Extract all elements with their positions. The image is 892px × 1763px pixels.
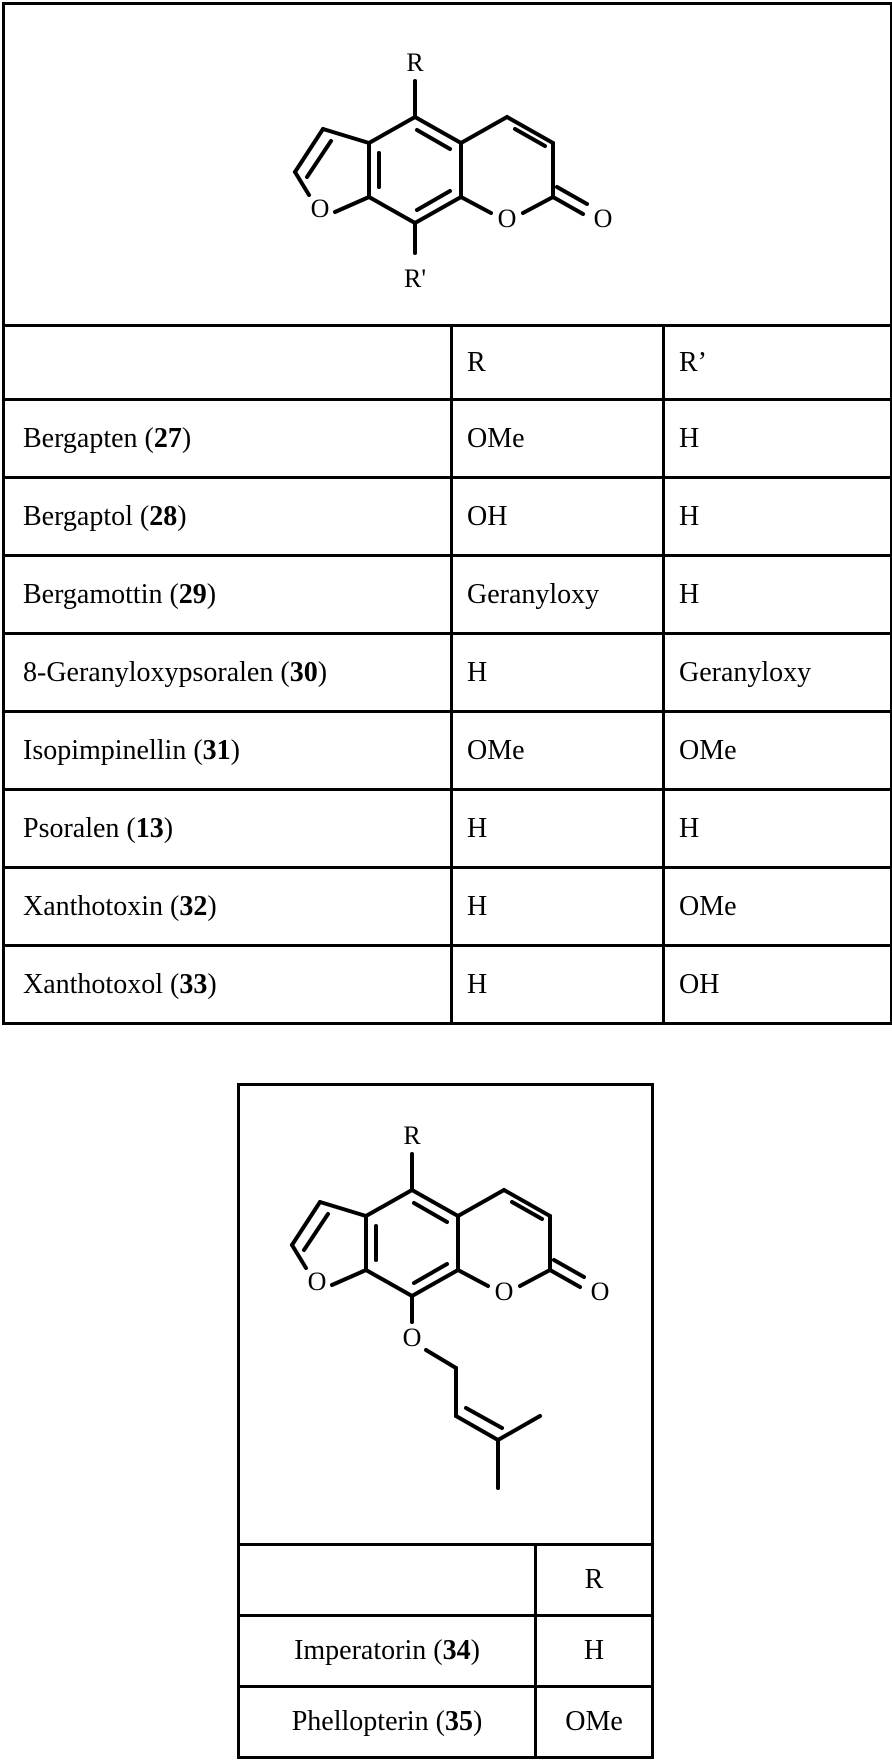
compound-number: 34 xyxy=(442,1635,471,1666)
compound-name-cell: Isopimpinellin (31) xyxy=(4,712,452,790)
r-prime-value-cell: OMe xyxy=(664,868,892,946)
r-prime-value-cell: OH xyxy=(664,946,892,1024)
table-row xyxy=(4,400,892,478)
compound-number: 13 xyxy=(135,812,164,844)
compound-name-cell: 8-Geranyloxypsoralen (30) xyxy=(4,634,452,712)
compound-name-cell: Imperatorin (34) xyxy=(239,1616,536,1687)
r-value-cell: H xyxy=(452,790,664,868)
r-label: R xyxy=(406,47,424,77)
structure-cell-2 xyxy=(239,1085,653,1545)
r-value-cell: H xyxy=(452,946,664,1024)
header-r-prime-cell: R’ xyxy=(664,326,892,400)
r-value-cell: OH xyxy=(452,478,664,556)
compound-number: 27 xyxy=(153,422,182,454)
furan-oxygen-label: O xyxy=(307,1266,327,1296)
table-row xyxy=(4,868,892,946)
table-row xyxy=(4,712,892,790)
compound-name-cell: Bergapten (27) xyxy=(4,400,452,478)
r-prime-value-cell: H xyxy=(664,790,892,868)
ring-oxygen-label: O xyxy=(494,1276,514,1306)
compound-name-cell: Xanthotoxin (32) xyxy=(4,868,452,946)
compound-number: 31 xyxy=(202,734,231,766)
table-header-row xyxy=(4,326,892,400)
r-value-cell: OMe xyxy=(452,712,664,790)
compound-number: 30 xyxy=(289,656,318,688)
psoralen-derivatives-table xyxy=(2,2,892,1025)
header-name-cell xyxy=(239,1545,536,1616)
prenyloxy-psoralen-structure xyxy=(240,1088,648,1542)
furanocoumarin-ether-table xyxy=(237,1083,654,1759)
table-row xyxy=(4,790,892,868)
compound-number: 29 xyxy=(178,578,207,610)
r-value-cell: Geranyloxy xyxy=(452,556,664,634)
structure-cell-1 xyxy=(4,4,892,326)
r-prime-value-cell: H xyxy=(664,478,892,556)
r-value-cell: OMe xyxy=(452,400,664,478)
header-name-cell xyxy=(4,326,452,400)
compound-name-cell: Xanthotoxol (33) xyxy=(4,946,452,1024)
table-row xyxy=(4,946,892,1024)
compound-name-cell: Bergaptol (28) xyxy=(4,478,452,556)
r-value-cell: H xyxy=(536,1616,653,1687)
compound-name-cell: Bergamottin (29) xyxy=(4,556,452,634)
r-prime-value-cell: H xyxy=(664,556,892,634)
compound-number: 28 xyxy=(149,500,178,532)
header-r-cell: R xyxy=(452,326,664,400)
carbonyl-oxygen-label: O xyxy=(593,203,613,233)
compound-name-cell: Psoralen (13) xyxy=(4,790,452,868)
compound-name-cell: Phellopterin (35) xyxy=(239,1687,536,1758)
r-prime-value-cell: OMe xyxy=(664,712,892,790)
r-prime-label: R' xyxy=(403,263,427,293)
table-row xyxy=(239,1616,653,1687)
header-r-cell: R xyxy=(536,1545,653,1616)
r-value-cell: H xyxy=(452,634,664,712)
table-row xyxy=(4,556,892,634)
table-row xyxy=(4,634,892,712)
furan-oxygen-label: O xyxy=(310,193,330,223)
r-label: R xyxy=(403,1120,421,1150)
r-value-cell: OMe xyxy=(536,1687,653,1758)
compound-number: 35 xyxy=(444,1706,473,1737)
carbonyl-oxygen-label: O xyxy=(590,1276,610,1306)
compound-number: 32 xyxy=(179,890,208,922)
r-prime-value-cell: H xyxy=(664,400,892,478)
ring-oxygen-label: O xyxy=(497,203,517,233)
r-value-cell: H xyxy=(452,868,664,946)
compound-number: 33 xyxy=(179,968,208,1000)
ether-oxygen-label: O xyxy=(402,1322,422,1352)
psoralen-core-structure xyxy=(5,7,887,323)
r-prime-value-cell: Geranyloxy xyxy=(664,634,892,712)
table-row xyxy=(239,1687,653,1758)
table-header-row xyxy=(239,1545,653,1616)
table-row xyxy=(4,478,892,556)
